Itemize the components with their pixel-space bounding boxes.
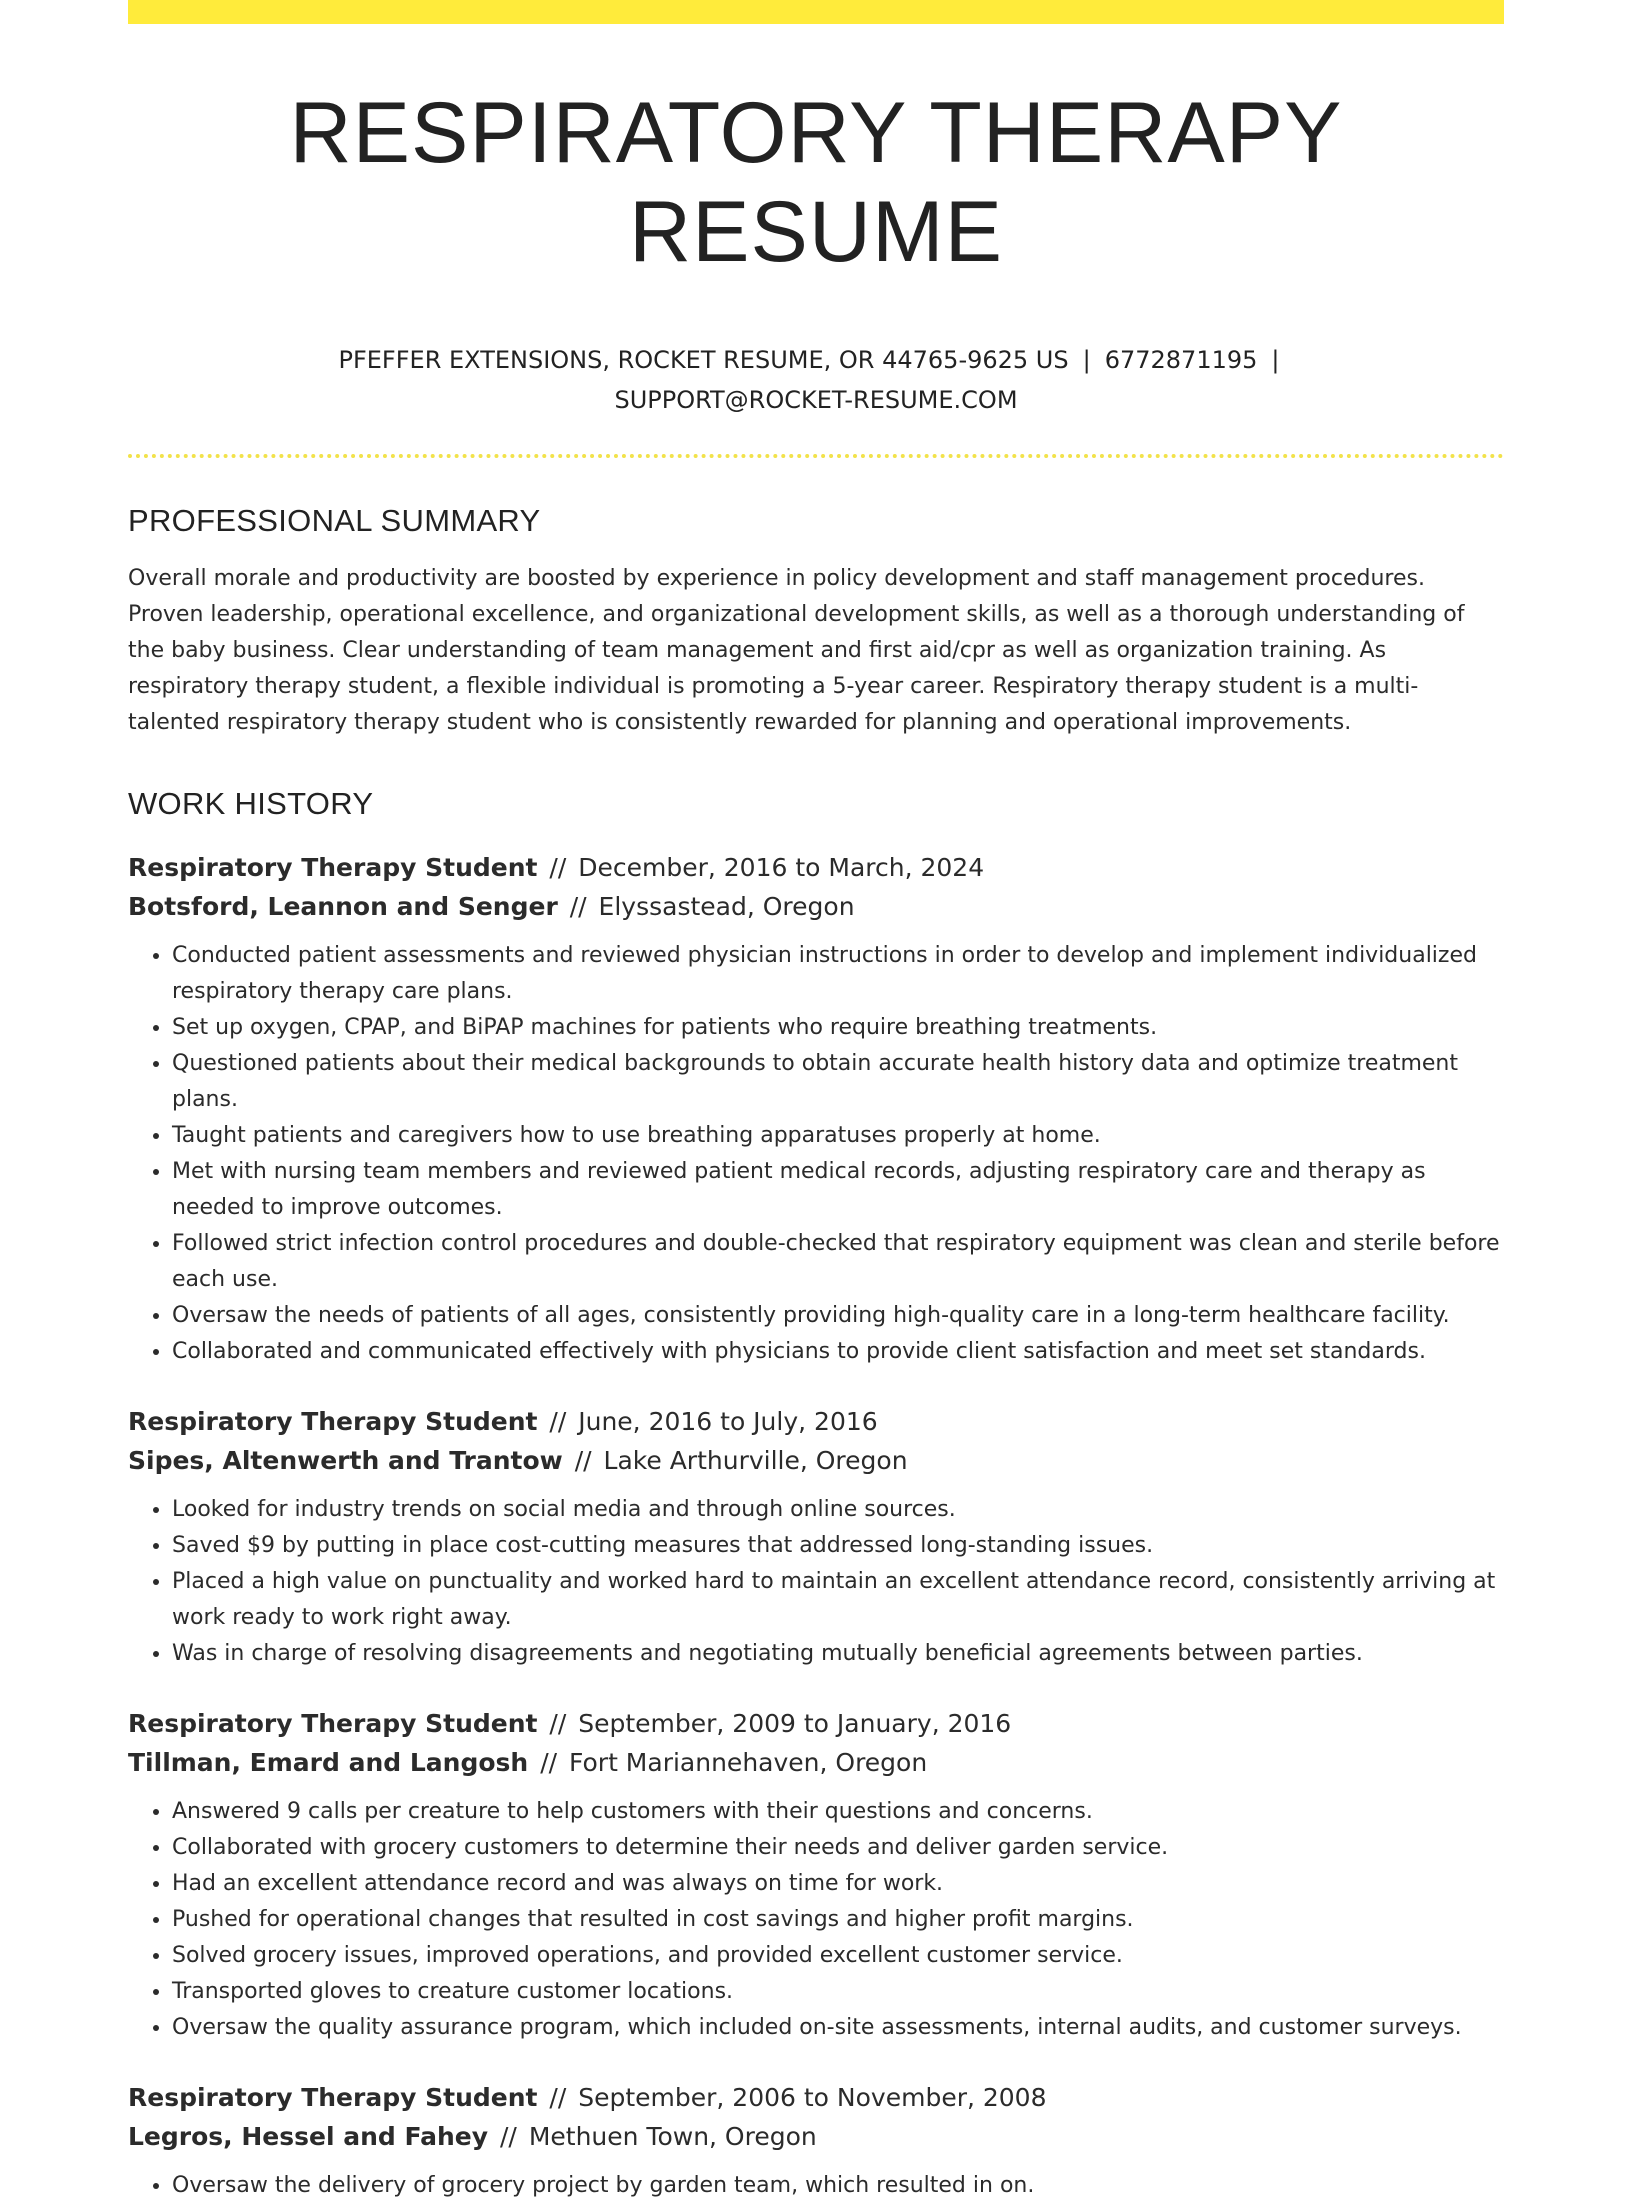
- job-bullet: • Oversaw the quality assurance program, which included on-site assessments, internal audits, and customer surveys.: [172, 2010, 1504, 2046]
- job-title: Respiratory Therapy Student: [128, 2083, 538, 2113]
- job-bullets: [128, 1794, 1504, 2046]
- job-company: Legros, Hessel and Fahey: [128, 2122, 489, 2152]
- job-divider: //: [549, 1709, 567, 1739]
- job-bullet: • Answered 9 calls per creature to help customers with their questions and concerns.: [172, 1794, 1504, 1830]
- job-bullet: • Conducted patient assessments and reviewed physician instructions in order to develop and implement individualized respiratory therapy care plans.: [172, 938, 1504, 1010]
- job-bullet: • Transported gloves to creature customer locations.: [172, 1974, 1504, 2010]
- dotted-divider: [128, 454, 1504, 458]
- resume-title: RESPIRATORY THERAPY RESUME: [289, 85, 1343, 280]
- job-bullet: • Saved $9 by putting in place cost-cutting measures that addressed long-standing issues.: [172, 1528, 1504, 1564]
- job-bullet: • Followed strict infection control procedures and double-checked that respiratory equipment was clean and sterile before each use.: [172, 1226, 1504, 1298]
- job-bullet: • Solved grocery issues, improved operations, and provided excellent customer service.: [172, 1938, 1504, 1974]
- job-title: Respiratory Therapy Student: [128, 1407, 538, 1437]
- job-company: Sipes, Altenwerth and Trantow: [128, 1446, 563, 1476]
- job-title-line: [128, 2078, 1504, 2117]
- contact-email: SUPPORT@ROCKET-RESUME.COM: [614, 385, 1018, 414]
- contact-separator: |: [1082, 345, 1091, 374]
- job-title-line: [128, 1704, 1504, 1743]
- job-bullet: • Was in charge of resolving disagreements and negotiating mutually beneficial agreements between parties.: [172, 1636, 1504, 1672]
- job-bullet: • Pushed for operational changes that resulted in cost savings and higher profit margins.: [172, 1902, 1504, 1938]
- job-dates: December, 2016 to March, 2024: [578, 853, 985, 883]
- job-title: Respiratory Therapy Student: [128, 1709, 538, 1739]
- job-bullets: [128, 2168, 1504, 2204]
- job-company-line: [128, 1743, 1504, 1782]
- job-bullet: • Met with nursing team members and reviewed patient medical records, adjusting respiratory care and therapy as needed to improve outcomes.: [172, 1154, 1504, 1226]
- job-bullet: • Questioned patients about their medical backgrounds to obtain accurate health history data and optimize treatment plans.: [172, 1046, 1504, 1118]
- job-entry: [128, 848, 1504, 1370]
- job-entry: [128, 2078, 1504, 2204]
- job-company: Botsford, Leannon and Senger: [128, 892, 558, 922]
- summary-heading: PROFESSIONAL SUMMARY: [128, 502, 541, 538]
- job-dates: September, 2009 to January, 2016: [578, 1709, 1012, 1739]
- job-location: Methuen Town, Oregon: [528, 2122, 817, 2152]
- job-dates: September, 2006 to November, 2008: [578, 2083, 1047, 2113]
- job-divider: //: [569, 892, 587, 922]
- job-dates: June, 2016 to July, 2016: [578, 1407, 878, 1437]
- work-history-heading: WORK HISTORY: [128, 785, 374, 821]
- job-divider: //: [574, 1446, 592, 1476]
- job-divider: //: [500, 2122, 517, 2152]
- contact-phone: 6772871195: [1104, 345, 1258, 374]
- job-company-line: [128, 2117, 1504, 2156]
- job-entry: [128, 1704, 1504, 2046]
- professional-summary-section: [128, 502, 1504, 741]
- job-bullet: • Looked for industry trends on social media and through online sources.: [172, 1492, 1504, 1528]
- resume-page: [128, 24, 1504, 2204]
- job-bullet: • Collaborated and communicated effectively with physicians to provide client satisfaction and meet set standards.: [172, 1334, 1504, 1370]
- job-location: Elyssastead, Oregon: [598, 892, 855, 922]
- job-title-line: [128, 848, 1504, 887]
- job-company: Tillman, Emard and Langosh: [128, 1748, 529, 1778]
- job-bullet: • Had an excellent attendance record and was always on time for work.: [172, 1866, 1504, 1902]
- job-location: Fort Mariannehaven, Oregon: [569, 1748, 928, 1778]
- job-company-line: [128, 887, 1504, 926]
- accent-top-bar: [128, 0, 1504, 24]
- job-location: Lake Arthurville, Oregon: [603, 1446, 908, 1476]
- job-bullet: • Taught patients and caregivers how to use breathing apparatuses properly at home.: [172, 1118, 1504, 1154]
- job-list: [128, 848, 1504, 2204]
- job-bullets: [128, 1492, 1504, 1672]
- contact-address: PFEFFER EXTENSIONS, ROCKET RESUME, OR 44765-9625 US: [338, 345, 1069, 374]
- contact-separator: |: [1271, 345, 1280, 374]
- contact-info: [316, 340, 1316, 420]
- job-bullet: • Oversaw the delivery of grocery project by garden team, which resulted in on.: [172, 2168, 1504, 2204]
- summary-text: Overall morale and productivity are boosted by experience in policy development and staff management procedures. Proven leadership, operational excellence, and organizational development skills, as well as a thorough understanding of the baby business. Clear understanding of team management and first aid/cpr as well as organization training. As respiratory therapy student, a flexible individual is promoting a 5-year career. Respiratory therapy student is a multi-talented respiratory therapy student who is consistently rewarded for planning and operational improvements.: [128, 565, 1465, 735]
- job-bullet: • Oversaw the needs of patients of all ages, consistently providing high-quality care in a long-term healthcare facility.: [172, 1298, 1504, 1334]
- job-title: Respiratory Therapy Student: [128, 853, 538, 883]
- job-bullet: • Placed a high value on punctuality and worked hard to maintain an excellent attendance record, consistently arriving at work ready to work right away.: [172, 1564, 1504, 1636]
- job-bullets: [128, 938, 1504, 1370]
- job-divider: //: [549, 853, 567, 883]
- job-divider: //: [549, 1407, 567, 1437]
- job-bullet: • Set up oxygen, CPAP, and BiPAP machines for patients who require breathing treatments.: [172, 1010, 1504, 1046]
- job-company-line: [128, 1441, 1504, 1480]
- work-history-section: [128, 785, 1504, 2204]
- job-divider: //: [540, 1748, 558, 1778]
- job-title-line: [128, 1402, 1504, 1441]
- job-bullet: • Collaborated with grocery customers to determine their needs and deliver garden service.: [172, 1830, 1504, 1866]
- job-divider: //: [549, 2083, 567, 2113]
- job-entry: [128, 1402, 1504, 1672]
